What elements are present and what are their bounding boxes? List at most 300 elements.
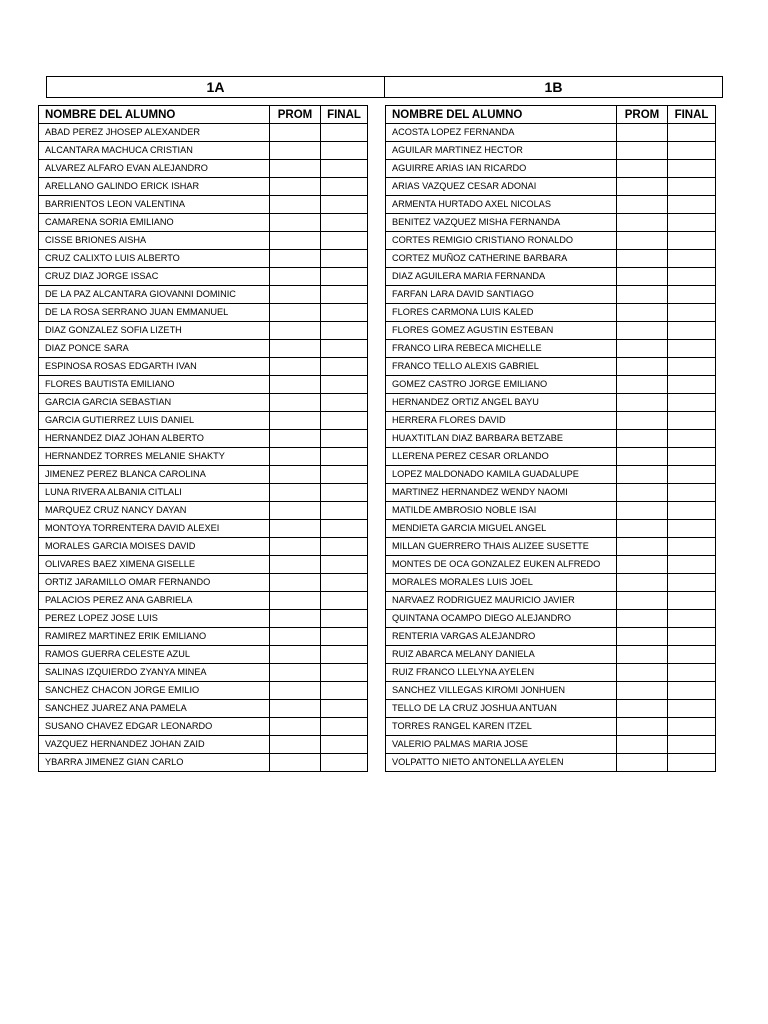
table-row [386, 160, 716, 178]
prom-cell [270, 394, 321, 412]
prom-cell [270, 322, 321, 340]
table-row [386, 268, 716, 286]
prom-cell [617, 664, 668, 682]
prom-cell [617, 430, 668, 448]
student-name-cell: MORALES MORALES LUIS JOEL [386, 574, 617, 592]
prom-cell [270, 664, 321, 682]
final-cell [668, 376, 716, 394]
student-name-cell: CRUZ DIAZ JORGE ISSAC [39, 268, 270, 286]
prom-cell [617, 628, 668, 646]
student-name-cell: LOPEZ MALDONADO KAMILA GUADALUPE [386, 466, 617, 484]
final-cell [321, 502, 368, 520]
student-name-cell: FARFAN LARA DAVID SANTIAGO [386, 286, 617, 304]
table-row [386, 376, 716, 394]
student-name-cell: ALCANTARA MACHUCA CRISTIAN [39, 142, 270, 160]
table-row [386, 754, 716, 772]
student-name-cell: SANCHEZ CHACON JORGE EMILIO [39, 682, 270, 700]
student-name-cell: HUAXTITLAN DIAZ BARBARA BETZABE [386, 430, 617, 448]
prom-cell [270, 556, 321, 574]
final-cell [668, 322, 716, 340]
final-cell [668, 592, 716, 610]
final-cell [668, 448, 716, 466]
prom-cell [617, 304, 668, 322]
student-name-cell: SALINAS IZQUIERDO ZYANYA MINEA [39, 664, 270, 682]
table-row [386, 484, 716, 502]
table-row [39, 556, 368, 574]
student-name-cell: CAMARENA SORIA EMILIANO [39, 214, 270, 232]
prom-cell [270, 178, 321, 196]
prom-cell [617, 466, 668, 484]
prom-cell [270, 682, 321, 700]
table-row [386, 700, 716, 718]
column-header-name: NOMBRE DEL ALUMNO [386, 106, 617, 124]
student-name-cell: PEREZ LOPEZ JOSE LUIS [39, 610, 270, 628]
student-name-cell: GOMEZ CASTRO JORGE EMILIANO [386, 376, 617, 394]
student-name-cell: LUNA RIVERA ALBANIA CITLALI [39, 484, 270, 502]
final-cell [321, 286, 368, 304]
final-cell [321, 268, 368, 286]
final-cell [321, 610, 368, 628]
final-cell [321, 682, 368, 700]
final-cell [321, 232, 368, 250]
table-row [386, 718, 716, 736]
student-name-cell: TELLO DE LA CRUZ JOSHUA ANTUAN [386, 700, 617, 718]
final-cell [668, 304, 716, 322]
table-row [386, 394, 716, 412]
table-row [386, 196, 716, 214]
student-name-cell: MATILDE AMBROSIO NOBLE ISAI [386, 502, 617, 520]
final-cell [668, 646, 716, 664]
table-row [39, 520, 368, 538]
prom-cell [270, 124, 321, 142]
final-cell [668, 124, 716, 142]
roster-body-1b [386, 124, 716, 772]
table-row [386, 682, 716, 700]
roster-table-1b [385, 105, 716, 772]
table-row [39, 610, 368, 628]
student-name-cell: MILLAN GUERRERO THAIS ALIZEE SUSETTE [386, 538, 617, 556]
final-cell [668, 214, 716, 232]
final-cell [321, 556, 368, 574]
student-name-cell: VAZQUEZ HERNANDEZ JOHAN ZAID [39, 736, 270, 754]
student-name-cell: FLORES GOMEZ AGUSTIN ESTEBAN [386, 322, 617, 340]
student-name-cell: FRANCO TELLO ALEXIS GABRIEL [386, 358, 617, 376]
final-cell [321, 646, 368, 664]
prom-cell [617, 520, 668, 538]
prom-cell [617, 502, 668, 520]
student-name-cell: CISSE BRIONES AISHA [39, 232, 270, 250]
table-row [386, 592, 716, 610]
student-name-cell: ESPINOSA ROSAS EDGARTH IVAN [39, 358, 270, 376]
final-cell [321, 664, 368, 682]
prom-cell [270, 214, 321, 232]
prom-cell [270, 448, 321, 466]
prom-cell [270, 286, 321, 304]
table-row [386, 430, 716, 448]
final-cell [321, 178, 368, 196]
final-cell [321, 466, 368, 484]
prom-cell [617, 142, 668, 160]
table-row [386, 466, 716, 484]
final-cell [668, 394, 716, 412]
final-cell [321, 160, 368, 178]
prom-cell [270, 538, 321, 556]
prom-cell [617, 736, 668, 754]
table-row [39, 268, 368, 286]
table-row [39, 232, 368, 250]
prom-cell [270, 574, 321, 592]
final-cell [321, 196, 368, 214]
table-row [386, 142, 716, 160]
roster-body-1a [39, 124, 368, 772]
final-cell [321, 430, 368, 448]
student-name-cell: HERNANDEZ ORTIZ ANGEL BAYU [386, 394, 617, 412]
table-row [386, 736, 716, 754]
student-name-cell: DIAZ PONCE SARA [39, 340, 270, 358]
table-row [386, 214, 716, 232]
prom-cell [617, 610, 668, 628]
student-name-cell: BENITEZ VAZQUEZ MISHA FERNANDA [386, 214, 617, 232]
prom-cell [617, 556, 668, 574]
prom-cell [270, 592, 321, 610]
student-name-cell: ABAD PEREZ JHOSEP ALEXANDER [39, 124, 270, 142]
column-header-final: FINAL [668, 106, 716, 124]
prom-cell [617, 574, 668, 592]
final-cell [668, 574, 716, 592]
prom-cell [617, 538, 668, 556]
student-name-cell: ORTIZ JARAMILLO OMAR FERNANDO [39, 574, 270, 592]
column-header-name: NOMBRE DEL ALUMNO [39, 106, 270, 124]
student-name-cell: OLIVARES BAEZ XIMENA GISELLE [39, 556, 270, 574]
final-cell [668, 736, 716, 754]
prom-cell [617, 700, 668, 718]
table-row [386, 304, 716, 322]
table-row [39, 574, 368, 592]
prom-cell [270, 376, 321, 394]
prom-cell [270, 142, 321, 160]
student-name-cell: DE LA ROSA SERRANO JUAN EMMANUEL [39, 304, 270, 322]
final-cell [321, 700, 368, 718]
final-cell [668, 754, 716, 772]
table-row [386, 502, 716, 520]
final-cell [321, 412, 368, 430]
final-cell [668, 502, 716, 520]
table-row [39, 700, 368, 718]
student-name-cell: DE LA PAZ ALCANTARA GIOVANNI DOMINIC [39, 286, 270, 304]
table-row [39, 718, 368, 736]
prom-cell [270, 736, 321, 754]
prom-cell [270, 610, 321, 628]
table-row [39, 304, 368, 322]
final-cell [321, 142, 368, 160]
final-cell [321, 520, 368, 538]
table-row [386, 538, 716, 556]
final-cell [668, 556, 716, 574]
prom-cell [617, 646, 668, 664]
final-cell [321, 322, 368, 340]
student-name-cell: HERNANDEZ TORRES MELANIE SHAKTY [39, 448, 270, 466]
prom-cell [270, 340, 321, 358]
prom-cell [270, 430, 321, 448]
table-row [39, 178, 368, 196]
table-row [386, 232, 716, 250]
final-cell [668, 664, 716, 682]
table-row [39, 250, 368, 268]
table-row [386, 412, 716, 430]
table-row [386, 664, 716, 682]
table-row [386, 646, 716, 664]
student-name-cell: RUIZ FRANCO LLELYNA AYELEN [386, 664, 617, 682]
student-name-cell: VOLPATTO NIETO ANTONELLA AYELEN [386, 754, 617, 772]
final-cell [321, 628, 368, 646]
student-name-cell: GARCIA GUTIERREZ LUIS DANIEL [39, 412, 270, 430]
final-cell [668, 610, 716, 628]
group-title-1a: 1A [46, 76, 385, 98]
column-header-final: FINAL [321, 106, 368, 124]
table-row [386, 520, 716, 538]
student-name-cell: MARTINEZ HERNANDEZ WENDY NAOMI [386, 484, 617, 502]
prom-cell [270, 628, 321, 646]
table-row [386, 322, 716, 340]
table-row [39, 754, 368, 772]
prom-cell [270, 646, 321, 664]
prom-cell [270, 718, 321, 736]
prom-cell [617, 178, 668, 196]
student-name-cell: SANCHEZ JUAREZ ANA PAMELA [39, 700, 270, 718]
prom-cell [617, 754, 668, 772]
prom-cell [617, 286, 668, 304]
student-name-cell: NARVAEZ RODRIGUEZ MAURICIO JAVIER [386, 592, 617, 610]
student-name-cell: SANCHEZ VILLEGAS KIROMI JONHUEN [386, 682, 617, 700]
student-name-cell: ARELLANO GALINDO ERICK ISHAR [39, 178, 270, 196]
prom-cell [617, 322, 668, 340]
table-row [39, 196, 368, 214]
prom-cell [617, 250, 668, 268]
table-row [386, 124, 716, 142]
final-cell [321, 448, 368, 466]
prom-cell [617, 160, 668, 178]
prom-cell [270, 502, 321, 520]
table-row [39, 412, 368, 430]
prom-cell [270, 754, 321, 772]
prom-cell [270, 196, 321, 214]
final-cell [321, 538, 368, 556]
student-name-cell: LLERENA PEREZ CESAR ORLANDO [386, 448, 617, 466]
final-cell [321, 484, 368, 502]
final-cell [668, 232, 716, 250]
final-cell [668, 412, 716, 430]
student-name-cell: SUSANO CHAVEZ EDGAR LEONARDO [39, 718, 270, 736]
final-cell [321, 718, 368, 736]
student-name-cell: GARCIA GARCIA SEBASTIAN [39, 394, 270, 412]
prom-cell [617, 394, 668, 412]
final-cell [321, 736, 368, 754]
student-name-cell: PALACIOS PEREZ ANA GABRIELA [39, 592, 270, 610]
student-name-cell: AGUILAR MARTINEZ HECTOR [386, 142, 617, 160]
student-name-cell: MONTOYA TORRENTERA DAVID ALEXEI [39, 520, 270, 538]
final-cell [321, 592, 368, 610]
student-name-cell: FRANCO LIRA REBECA MICHELLE [386, 340, 617, 358]
table-row [386, 358, 716, 376]
final-cell [668, 538, 716, 556]
table-row [386, 286, 716, 304]
prom-cell [617, 682, 668, 700]
table-header-row [39, 106, 368, 124]
final-cell [321, 124, 368, 142]
final-cell [668, 268, 716, 286]
prom-cell [617, 340, 668, 358]
student-name-cell: QUINTANA OCAMPO DIEGO ALEJANDRO [386, 610, 617, 628]
table-row [386, 556, 716, 574]
prom-cell [270, 520, 321, 538]
final-cell [668, 718, 716, 736]
final-cell [321, 214, 368, 232]
table-row [386, 628, 716, 646]
final-cell [321, 340, 368, 358]
table-row [39, 484, 368, 502]
prom-cell [617, 484, 668, 502]
table-row [386, 250, 716, 268]
table-row [386, 574, 716, 592]
final-cell [668, 628, 716, 646]
table-row [39, 448, 368, 466]
final-cell [668, 178, 716, 196]
table-row [39, 214, 368, 232]
student-name-cell: MONTES DE OCA GONZALEZ EUKEN ALFREDO [386, 556, 617, 574]
table-row [39, 628, 368, 646]
student-name-cell: JIMENEZ PEREZ BLANCA CAROLINA [39, 466, 270, 484]
student-name-cell: DIAZ AGUILERA MARIA FERNANDA [386, 268, 617, 286]
table-row [386, 340, 716, 358]
roster-table-1a [38, 105, 368, 772]
prom-cell [270, 484, 321, 502]
prom-cell [270, 358, 321, 376]
final-cell [321, 358, 368, 376]
prom-cell [617, 214, 668, 232]
student-name-cell: RENTERIA VARGAS ALEJANDRO [386, 628, 617, 646]
prom-cell [617, 592, 668, 610]
prom-cell [270, 232, 321, 250]
final-cell [668, 358, 716, 376]
final-cell [321, 376, 368, 394]
final-cell [668, 430, 716, 448]
table-row [386, 448, 716, 466]
student-name-cell: VALERIO PALMAS MARIA JOSE [386, 736, 617, 754]
table-row [386, 610, 716, 628]
final-cell [668, 250, 716, 268]
prom-cell [617, 358, 668, 376]
final-cell [668, 340, 716, 358]
group-title-1b: 1B [384, 76, 723, 98]
prom-cell [270, 160, 321, 178]
final-cell [668, 682, 716, 700]
table-row [39, 592, 368, 610]
student-name-cell: HERNANDEZ DIAZ JOHAN ALBERTO [39, 430, 270, 448]
student-name-cell: HERRERA FLORES DAVID [386, 412, 617, 430]
student-name-cell: YBARRA JIMENEZ GIAN CARLO [39, 754, 270, 772]
table-row [39, 394, 368, 412]
student-name-cell: RAMIREZ MARTINEZ ERIK EMILIANO [39, 628, 270, 646]
student-name-cell: MARQUEZ CRUZ NANCY DAYAN [39, 502, 270, 520]
student-name-cell: ARMENTA HURTADO AXEL NICOLAS [386, 196, 617, 214]
table-header-row [386, 106, 716, 124]
table-row [39, 502, 368, 520]
prom-cell [617, 448, 668, 466]
student-name-cell: CRUZ CALIXTO LUIS ALBERTO [39, 250, 270, 268]
final-cell [668, 160, 716, 178]
prom-cell [617, 124, 668, 142]
prom-cell [270, 466, 321, 484]
table-row [39, 682, 368, 700]
final-cell [321, 574, 368, 592]
table-row [39, 466, 368, 484]
prom-cell [617, 196, 668, 214]
prom-cell [270, 250, 321, 268]
student-name-cell: CORTES REMIGIO CRISTIANO RONALDO [386, 232, 617, 250]
student-name-cell: FLORES BAUTISTA EMILIANO [39, 376, 270, 394]
final-cell [668, 466, 716, 484]
table-row [39, 340, 368, 358]
student-name-cell: RUIZ ABARCA MELANY DANIELA [386, 646, 617, 664]
final-cell [321, 304, 368, 322]
table-row [39, 376, 368, 394]
prom-cell [270, 304, 321, 322]
table-row [39, 538, 368, 556]
final-cell [668, 196, 716, 214]
prom-cell [617, 412, 668, 430]
student-name-cell: FLORES CARMONA LUIS KALED [386, 304, 617, 322]
student-name-cell: ALVAREZ ALFARO EVAN ALEJANDRO [39, 160, 270, 178]
final-cell [321, 250, 368, 268]
column-header-prom: PROM [270, 106, 321, 124]
prom-cell [617, 268, 668, 286]
student-name-cell: AGUIRRE ARIAS IAN RICARDO [386, 160, 617, 178]
table-row [39, 322, 368, 340]
table-row [39, 124, 368, 142]
table-row [39, 358, 368, 376]
student-name-cell: ACOSTA LOPEZ FERNANDA [386, 124, 617, 142]
table-row [39, 646, 368, 664]
table-row [39, 664, 368, 682]
table-row [39, 736, 368, 754]
final-cell [668, 520, 716, 538]
table-row [39, 286, 368, 304]
column-header-prom: PROM [617, 106, 668, 124]
prom-cell [617, 376, 668, 394]
prom-cell [270, 268, 321, 286]
student-name-cell: BARRIENTOS LEON VALENTINA [39, 196, 270, 214]
table-row [39, 160, 368, 178]
table-row [386, 178, 716, 196]
prom-cell [617, 718, 668, 736]
prom-cell [270, 700, 321, 718]
student-name-cell: ARIAS VAZQUEZ CESAR ADONAI [386, 178, 617, 196]
student-name-cell: MENDIETA GARCIA MIGUEL ANGEL [386, 520, 617, 538]
student-name-cell: MORALES GARCIA MOISES DAVID [39, 538, 270, 556]
student-name-cell: CORTEZ MUÑOZ CATHERINE BARBARA [386, 250, 617, 268]
final-cell [321, 754, 368, 772]
final-cell [668, 142, 716, 160]
table-row [39, 142, 368, 160]
table-row [39, 430, 368, 448]
student-name-cell: DIAZ GONZALEZ SOFIA LIZETH [39, 322, 270, 340]
student-name-cell: RAMOS GUERRA CELESTE AZUL [39, 646, 270, 664]
final-cell [668, 484, 716, 502]
final-cell [668, 700, 716, 718]
prom-cell [617, 232, 668, 250]
final-cell [321, 394, 368, 412]
student-name-cell: TORRES RANGEL KAREN ITZEL [386, 718, 617, 736]
